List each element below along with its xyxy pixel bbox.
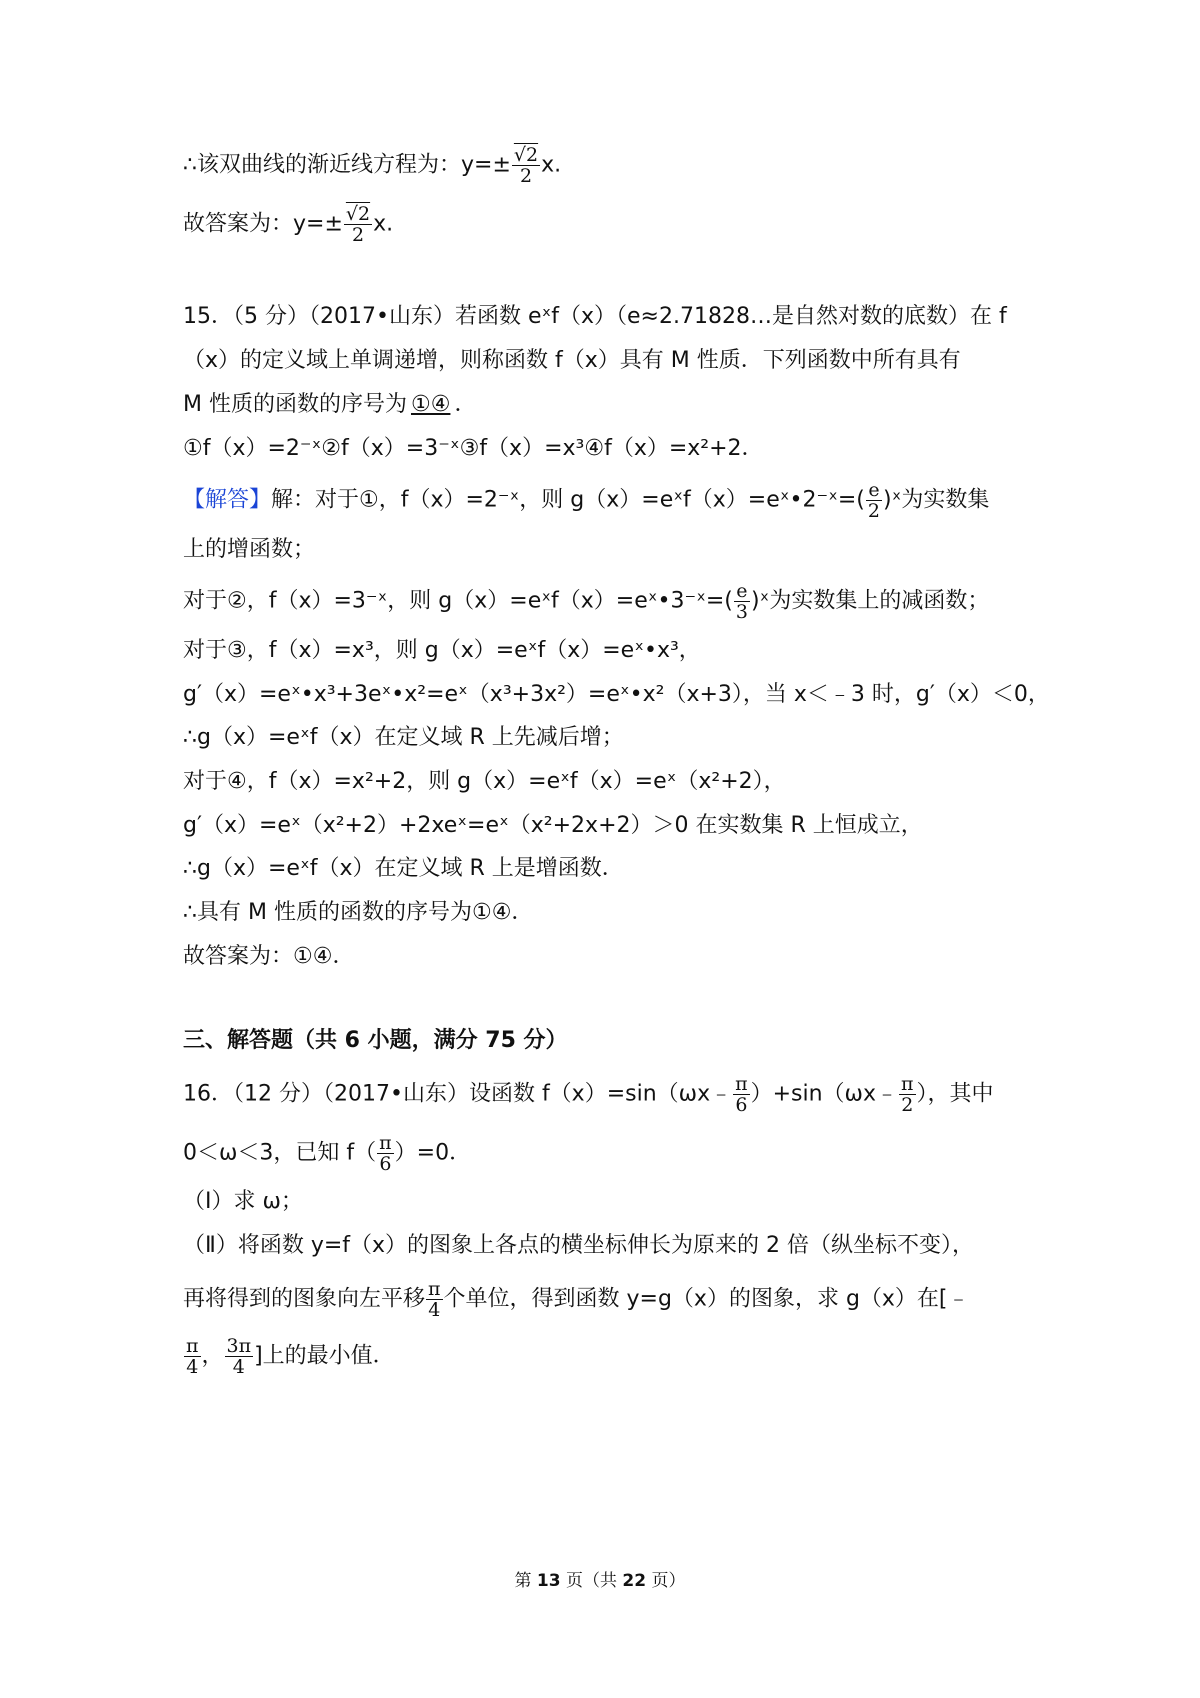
fraction: $\frac{\pi}{2}$ xyxy=(901,1073,914,1116)
q16-line2: 0＜ω＜3，已知 f（ $\frac{\pi}{6}$ ）=0． xyxy=(183,1132,472,1175)
q15-line1: 15．（5 分）（2017•山东）若函数 eˣf（x）（e≈2.71828…是自然对数的底数）在 f xyxy=(183,304,1007,329)
sol15-line5: g′（x）=eˣ•x³+3eˣ•x²=eˣ（x³+3x²）=eˣ•x²（x+3），当 x＜﹣3 时，g′（x）＜0， xyxy=(183,682,1050,707)
sol15-line7: 对于④，f（x）=x²+2，则 g（x）=eˣf（x）=eˣ（x²+2）， xyxy=(183,769,786,794)
fraction: $\frac{\pi}{4}$ xyxy=(186,1335,199,1378)
sol15-line10: ∴具有 M 性质的函数的序号为①④． xyxy=(183,900,534,925)
fraction: $\frac{e}{2}$ xyxy=(867,479,880,522)
fraction: $\frac{3\pi}{4}$ xyxy=(226,1335,252,1378)
sol15-line3: 对于②，f（x）=3⁻ˣ，则 g（x）=eˣf（x）=eˣ•3⁻ˣ=( $\frac{e}{3}$ )ˣ为实数集上的减函数； xyxy=(183,580,990,623)
answer-line: 故答案为：y=± $\frac{√2}{2}$ x. xyxy=(183,203,394,246)
sol15-line9: ∴g（x）=eˣf（x）在定义域 R 上是增函数． xyxy=(183,856,624,881)
q16-line1: 16．（12 分）（2017•山东）设函数 f（x）=sin（ωx﹣ $\frac{\pi}{6}$ ）+sin（ωx﹣ $\frac{\pi}{2}$ ），其中 xyxy=(183,1073,994,1116)
asymptote-conclusion: ∴该双曲线的渐近线方程为：y=± $\frac{√2}{2}$ x. xyxy=(183,144,562,187)
page-total: 22 xyxy=(622,1571,647,1591)
fraction: $\frac{\pi}{4}$ xyxy=(428,1278,441,1321)
fraction: $\frac{√2}{2}$ xyxy=(345,203,371,246)
fraction: $\frac{√2}{2}$ xyxy=(513,144,539,187)
solution-tag: 【解答】 xyxy=(183,487,272,513)
q16-part2-line1: （Ⅱ）将函数 y=f（x）的图象上各点的横坐标伸长为原来的 2 倍（纵坐标不变）， xyxy=(183,1233,975,1258)
fraction: $\frac{e}{3}$ xyxy=(735,580,748,623)
fraction: $\frac{\pi}{6}$ xyxy=(379,1132,392,1175)
page-footer: 第 13 页（共 22 页） xyxy=(514,1571,686,1591)
q16-part2-line2: 再将得到的图象向左平移 $\frac{\pi}{4}$ 个单位，得到函数 y=g（x）的图象，求 g（x）在[﹣ xyxy=(183,1278,970,1321)
sol15-line2: 上的增函数； xyxy=(183,537,316,562)
q15-line3: M 性质的函数的序号为 ①④ ． xyxy=(183,390,476,420)
q16-part1: （Ⅰ）求 ω； xyxy=(183,1189,303,1214)
sol15-line8: g′（x）=eˣ（x²+2）+2xeˣ=eˣ（x²+2x+2）＞0 在实数集 R 上恒成立， xyxy=(183,813,923,838)
q15-line2: （x）的定义域上单调递增，则称函数 f（x）具有 M 性质．下列函数中所有具有 xyxy=(183,348,961,373)
q15-options: ①f（x）=2⁻ˣ②f（x）=3⁻ˣ③f（x）=x³④f（x）=x²+2． xyxy=(183,436,764,461)
page-number: 13 xyxy=(536,1571,561,1591)
sol15-line1: 【解答】解：对于①，f（x）=2⁻ˣ，则 g（x）=eˣf（x）=eˣ•2⁻ˣ=( $\frac{e}{2}$ )ˣ为实数集 xyxy=(183,479,990,522)
sol15-line6: ∴g（x）=eˣf（x）在定义域 R 上先减后增； xyxy=(183,725,624,750)
section-heading: 三、解答题（共 6 小题，满分 75 分） xyxy=(183,1028,568,1053)
sol15-line4: 对于③，f（x）=x³，则 g（x）=eˣf（x）=eˣ•x³， xyxy=(183,638,701,663)
answer-blank: ①④ xyxy=(410,392,451,417)
sol15-line11: 故答案为：①④． xyxy=(183,944,355,969)
fraction: $\frac{\pi}{6}$ xyxy=(735,1073,748,1116)
q16-part2-line3: $\frac{\pi}{4}$ ， $\frac{3\pi}{4}$ ]上的最小值． xyxy=(186,1335,395,1378)
